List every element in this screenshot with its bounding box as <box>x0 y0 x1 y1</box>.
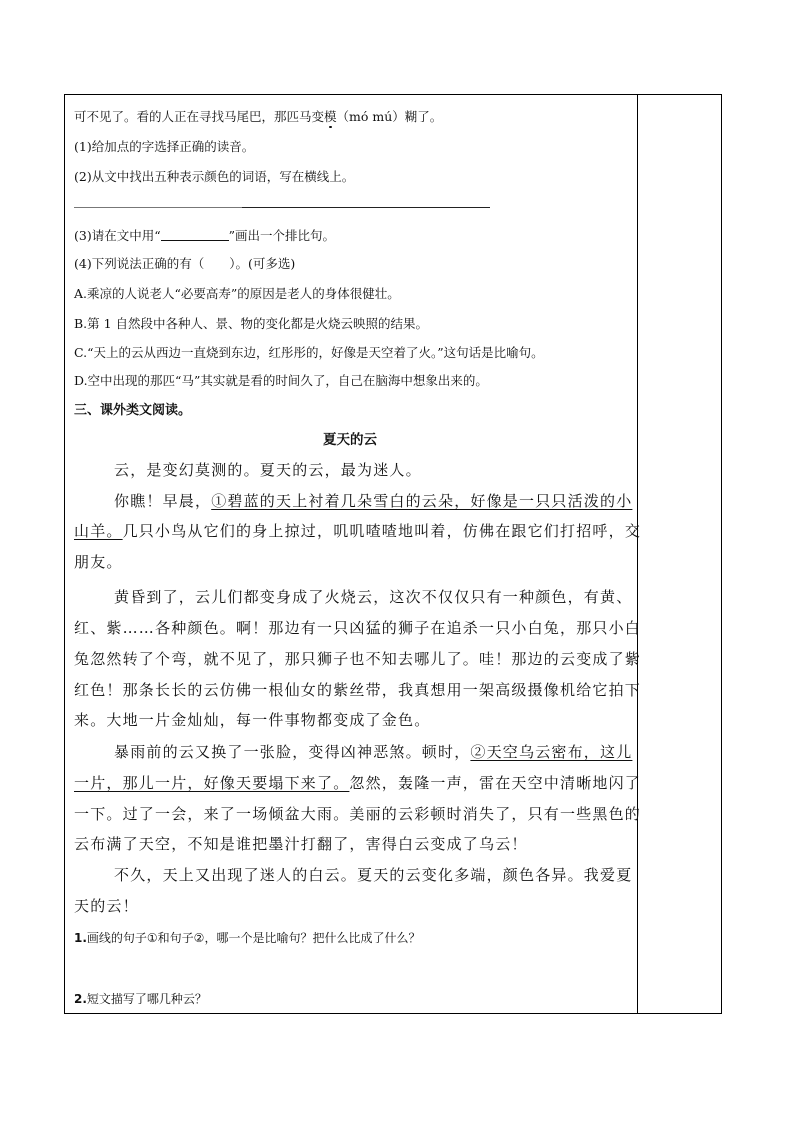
question-1: (1)给加点的字选择正确的读音。 <box>74 139 255 154</box>
passage-title: 夏天的云 <box>323 432 377 448</box>
section-heading: 三、课外类文阅读。 <box>74 403 192 418</box>
paragraph-3-line: 红色！那条长长的云仿佛一根仙女的紫丝带，我真想用一架高级摄像机给它拍下 <box>74 681 642 699</box>
comprehension-question-2: 2.短文描写了哪几种云？ <box>74 992 207 1006</box>
underlined-sentence-1: ①碧蓝的天上衬着几朵雪白的云朵，好像是一只只活泼的小 <box>211 492 633 510</box>
option-d: D.空中出现的那匹“马”其实就是看的时间久了，自己在脑海中想象出来的。 <box>74 373 488 388</box>
paragraph-3-line: 兔忽然转了个弯，就不见了，那只狮子也不知去哪儿了。哇！那边的云变成了紫 <box>74 650 642 668</box>
paragraph-4-line: 云布满了天空，不知是谁把墨汁打翻了，害得白云变成了乌云！ <box>74 835 528 853</box>
dotted-char: 模 <box>324 109 337 124</box>
paragraph-2-line: 朋友。 <box>74 553 123 571</box>
paragraph-2-line: 山羊。几只小鸟从它们的身上掠过，叽叽喳喳地叫着，仿佛在跟它们打招呼，交 <box>74 522 642 540</box>
passage-tail-line: 可不见了。看的人正在寻找马尾巴，那匹马变模（mó mú）糊了。 <box>74 109 443 124</box>
paragraph-3-line: 黄昏到了，云儿们都变身成了火烧云，这次不仅仅只有一种颜色，有黄、 <box>114 588 633 606</box>
paragraph-3-line: 红、紫……各种颜色。啊！那边有一只凶猛的狮子在追杀一只小白兔，那只小白 <box>74 619 642 637</box>
paragraph-4-line: 一片，那儿一片，好像天要塌下来了。忽然，轰隆一声，雷在天空中清晰地闪了 <box>74 774 642 792</box>
paragraph-5-line: 不久，天上又出现了迷人的白云。夏天的云变化多端，颜色各异。我爱夏 <box>114 866 633 884</box>
paragraph-3-line: 来。大地一片金灿灿，每一件事物都变成了金色。 <box>74 711 431 729</box>
option-a: A.乘凉的人说老人“必要高寿”的原因是老人的身体很健壮。 <box>74 286 400 301</box>
option-c: C.“天上的云从西边一直烧到东边，红彤彤的，好像是天空着了火。”这句话是比喻句。 <box>74 345 544 360</box>
question-3: (3)请在文中用“ ”画出一个排比句。 <box>74 228 336 243</box>
paragraph-5-line: 天的云！ <box>74 897 139 915</box>
table-column-divider <box>637 94 638 1014</box>
comprehension-question-1: 1.画线的句子①和句子②，哪一个是比喻句？把什么比成了什么？ <box>74 931 421 945</box>
answer-blank-line[interactable] <box>74 207 479 209</box>
question-2: (2)从文中找出五种表示颜色的词语，写在横线上。 <box>74 169 355 184</box>
underlined-sentence-2: ②天空乌云密布，这儿 <box>470 743 633 761</box>
underline-sample <box>161 228 229 241</box>
paragraph-4-line: 一下。过了一会，来了一场倾盆大雨。美丽的云彩顿时消失了，只有一些黑色的 <box>74 805 642 823</box>
paragraph-4-line: 暴雨前的云又换了一张脸，变得凶神恶煞。顿时，②天空乌云密布，这儿 <box>114 743 633 761</box>
paragraph-2-line: 你瞧！早晨，①碧蓝的天上衬着几朵雪白的云朵，好像是一只只活泼的小 <box>114 492 633 510</box>
option-b: B.第 1 自然段中各种人、景、物的变化都是火烧云映照的结果。 <box>74 316 429 331</box>
question-4: (4)下列说法正确的有（ ）。(可多选) <box>74 256 296 271</box>
paragraph-1: 云，是变幻莫测的。夏天的云，最为迷人。 <box>114 461 422 479</box>
